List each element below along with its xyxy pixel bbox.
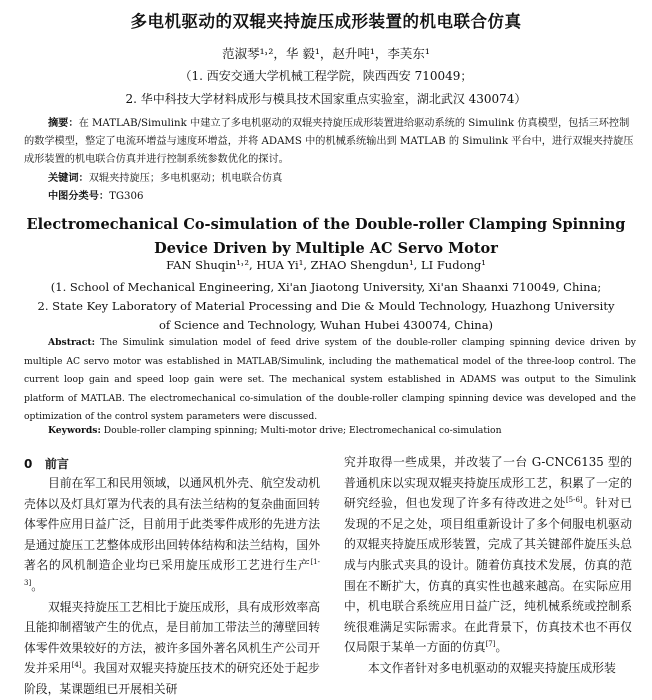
english-affiliation-1: (1. School of Mechanical Engineering, Xi'an Jiaotong University, Xi'an Shaanxi 710049, China; xyxy=(50,280,602,294)
chinese-keywords xyxy=(48,169,282,184)
section-heading xyxy=(24,455,69,472)
body-paragraph: 双辊夹持旋压工艺相比于旋压成形，具有成形效率高且能抑制褶皱产生的优点，是目前加工带法兰的薄壁回转体零件效果较好的方法，被许多国外著名风机生产公司开发并采用[4]。我国对双辊夹持旋压技术的研究还处于起步阶段，某课题组已开展相关研 xyxy=(24,599,320,696)
body-left-column xyxy=(24,473,320,700)
body-right-column xyxy=(344,452,632,679)
classification-code: TG306 xyxy=(109,191,144,202)
chinese-keywords-text: 双辊夹持旋压；多电机驱动；机电联合仿真 xyxy=(88,173,283,184)
english-title-line-1: Electromechanical Co-simulation of the Double-roller Clamping Spinning xyxy=(26,216,626,233)
english-abstract xyxy=(24,334,636,427)
chinese-affiliation-1: （1. 西安交通大学机械工程学院，陕西西安 710049； xyxy=(179,69,473,83)
english-affiliation-3: of Science and Technology, Wuhan Hubei 430074, China) xyxy=(158,318,494,332)
chinese-keywords-label: 关键词： xyxy=(48,173,89,184)
section-number: 0 xyxy=(24,457,33,471)
english-keywords-text: Double-roller clamping spinning; Multi-motor drive; Electromechanical co-simulation xyxy=(103,425,502,436)
english-affiliation-2: 2. State Key Laboratory of Material Processing and Die & Mould Technology, Huazhong University xyxy=(37,299,615,313)
citation: [4] xyxy=(71,661,82,670)
chinese-affiliation-2: 2. 华中科技大学材料成形与模具技术国家重点实验室，湖北武汉 430074） xyxy=(125,92,527,106)
english-abstract-text: The Simulink simulation model of feed drive system of the double-roller clamping spinning device driven by multiple AC servo motor was established in MATLAB/Simulink, including the mathematical model of the three-loop control. The current loop gain and speed loop gain were set. The mechanical system established in ADAMS was output to the Simulink platform of MATLAB. The electromechanical co-simulation of the double-roller clamping spinning device was developed and the optimization of the control system parameters were discussed. xyxy=(24,337,636,422)
body-paragraph: 本文作者针对多电机驱动的双辊夹持旋压成形装 xyxy=(368,660,616,675)
chinese-classification xyxy=(48,187,144,202)
english-title-line-2: Device Driven by Multiple AC Servo Motor xyxy=(154,240,498,257)
classification-label: 中图分类号： xyxy=(48,191,110,202)
body-paragraph: 究并取得一些成果，并改装了一台 G-CNC6135 型的普通机床以实现双辊夹持旋压成形工艺，积累了一定的研究经验，但也发现了许多有待改进之处[5-6]。针对已发现的不足之处，项目组重新设计了多个伺服电机驱动的双辊夹持旋压成形装置，完成了其关键部件旋压头总成与内胀式夹具的设计。随着仿真技术发展，仿真的范围在不断扩大，仿真的真实性也越来越高。在实际应用中，机电联合系统应用日益广泛，纯机械系统或控制系统很难满足实际需求。在此背景下，仿真技术也不再仅仅局限于某单一方面的仿真[7]。 xyxy=(344,455,632,655)
chinese-abstract xyxy=(24,115,636,169)
english-abstract-label: Abstract: xyxy=(48,337,95,348)
english-keywords-label: Keywords: xyxy=(48,425,101,436)
chinese-title: 多电机驱动的双辊夹持旋压成形装置的机电联合仿真 xyxy=(130,12,522,31)
citation: [1-3] xyxy=(24,558,320,588)
citation: [7] xyxy=(485,640,496,649)
chinese-abstract-text: 在 MATLAB/Simulink 中建立了多电机驱动的双辊夹持旋压成形装置进给驱动系统的 Simulink 仿真模型，包括三环控制的数学模型，整定了电流环增益与速度环增益，并将 ADAMS 中的机械系统输出到 MATLAB 的 Simulink 平台中，进行双辊夹持旋压成形装置的机电联合仿真并进行控制系统参数优化的探讨。 xyxy=(24,118,634,165)
english-authors: FAN Shuqin¹˒², HUA Yi¹, ZHAO Shengdun¹, LI Fudong¹ xyxy=(166,258,486,272)
english-title xyxy=(0,213,652,261)
citation: [5-6] xyxy=(565,496,583,505)
body-paragraph: 目前在军工和民用领域，以通风机外壳、航空发动机壳体以及灯具灯罩为代表的具有法兰结构的复杂曲面回转体零件应用日益广泛，目前用于此类零件成形的先进方法是通过旋压工艺整体成形出回转体结构和法兰结构，国外著名的风机制造企业均已采用旋压成形工艺进行生产[1-3]。 xyxy=(24,476,320,593)
chinese-abstract-label: 摘要： xyxy=(48,118,79,129)
section-title: 前言 xyxy=(44,457,69,471)
chinese-authors: 范淑琴¹˒²，华 毅¹，赵升吨¹，李芙东¹ xyxy=(222,46,430,61)
english-keywords xyxy=(48,425,501,436)
